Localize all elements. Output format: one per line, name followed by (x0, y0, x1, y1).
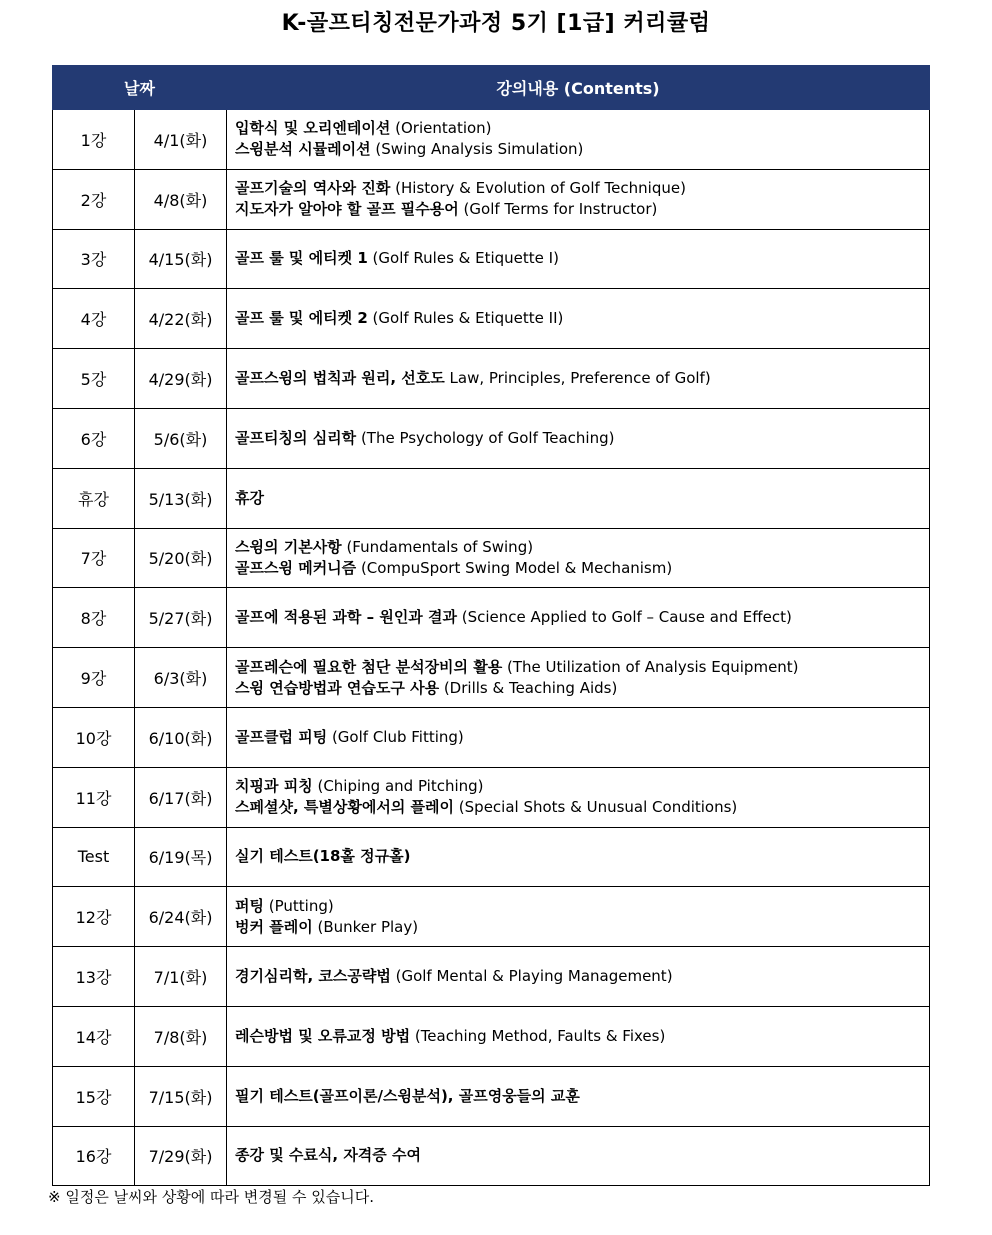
content-english: (History & Evolution of Golf Technique) (390, 179, 686, 198)
header-contents: 강의내용 (Contents) (227, 66, 930, 110)
schedule-note: ※ 일정은 날씨와 상황에 따라 변경될 수 있습니다. (48, 1188, 375, 1206)
content-korean: 골프레슨에 필요한 첨단 분석장비의 활용 (235, 657, 503, 676)
content-english: (Orientation) (390, 119, 492, 138)
table-header-row (53, 66, 930, 110)
content-korean: 필기 테스트(골프이론/스윙분석), 골프영웅들의 교훈 (235, 1086, 580, 1105)
lecture-date: 4/15(화) (135, 229, 227, 289)
lecture-number: 7강 (53, 528, 135, 588)
lecture-number: 2강 (53, 169, 135, 229)
lecture-content (227, 468, 930, 528)
content-korean: 지도자가 알아야 할 골프 필수용어 (235, 200, 459, 219)
table-row (53, 1006, 930, 1066)
content-line (235, 917, 921, 938)
table-row (53, 767, 930, 827)
content-line (235, 248, 921, 269)
content-english: (CompuSport Swing Model & Mechanism) (356, 558, 673, 577)
content-korean: 골프스윙의 법칙과 원리, 선호도 (235, 369, 445, 388)
content-english: (The Utilization of Analysis Equipment) (502, 657, 799, 676)
lecture-number: 1강 (53, 110, 135, 170)
lecture-date: 7/1(화) (135, 947, 227, 1007)
lecture-content (227, 289, 930, 349)
content-korean: 골프스윙 메커니즘 (235, 558, 357, 577)
table-row (53, 468, 930, 528)
lecture-number: 5강 (53, 349, 135, 409)
table-row (53, 588, 930, 648)
lecture-number: 6강 (53, 408, 135, 468)
content-korean: 골프 룰 및 에티켓 1 (235, 249, 368, 268)
table-row (53, 349, 930, 409)
content-line (235, 776, 921, 797)
lecture-date: 5/6(화) (135, 408, 227, 468)
content-line (235, 308, 921, 329)
content-line (235, 558, 921, 579)
lecture-date: 4/8(화) (135, 169, 227, 229)
content-line (235, 488, 921, 509)
table-row (53, 289, 930, 349)
lecture-date: 4/22(화) (135, 289, 227, 349)
content-english: (Special Shots & Unusual Conditions) (454, 798, 738, 817)
content-line (235, 657, 921, 678)
content-korean: 스윙 연습방법과 연습도구 사용 (235, 678, 440, 697)
lecture-content (227, 588, 930, 648)
table-row (53, 707, 930, 767)
table-row (53, 169, 930, 229)
lecture-date: 6/19(목) (135, 827, 227, 887)
lecture-content (227, 947, 930, 1007)
content-korean: 벙커 플레이 (235, 917, 313, 936)
lecture-date: 6/17(화) (135, 767, 227, 827)
content-line (235, 607, 921, 628)
lecture-date: 5/13(화) (135, 468, 227, 528)
lecture-date: 7/29(화) (135, 1126, 227, 1186)
content-line (235, 1086, 921, 1107)
table-row (53, 408, 930, 468)
content-english: (Bunker Play) (312, 917, 419, 936)
lecture-content (227, 887, 930, 947)
lecture-content (227, 648, 930, 708)
lecture-number: 4강 (53, 289, 135, 349)
lecture-content (227, 767, 930, 827)
table-row (53, 110, 930, 170)
lecture-number: Test (53, 827, 135, 887)
content-korean: 골프 룰 및 에티켓 2 (235, 309, 368, 328)
content-english: (Swing Analysis Simulation) (370, 140, 584, 159)
content-english: (Golf Mental & Playing Management) (390, 967, 673, 986)
content-english: (Teaching Method, Faults & Fixes) (410, 1026, 666, 1045)
content-english: (Golf Club Fitting) (327, 727, 464, 746)
lecture-number: 8강 (53, 588, 135, 648)
lecture-date: 6/24(화) (135, 887, 227, 947)
lecture-number: 12강 (53, 887, 135, 947)
content-line (235, 966, 921, 987)
lecture-date: 7/8(화) (135, 1006, 227, 1066)
content-english: (Golf Rules & Etiquette I) (367, 249, 559, 268)
content-english: (Fundamentals of Swing) (341, 537, 534, 556)
content-line (235, 178, 921, 199)
content-korean: 골프에 적용된 과학 – 원인과 결과 (235, 608, 457, 627)
content-korean: 휴강 (235, 488, 264, 507)
lecture-date: 5/27(화) (135, 588, 227, 648)
content-line (235, 368, 921, 389)
header-date: 날짜 (53, 66, 227, 110)
content-english: (Science Applied to Golf – Cause and Effect) (457, 608, 792, 627)
content-korean: 치핑과 피칭 (235, 777, 313, 796)
lecture-number: 16강 (53, 1126, 135, 1186)
lecture-date: 4/1(화) (135, 110, 227, 170)
table-row (53, 947, 930, 1007)
content-korean: 스윙분석 시뮬레이션 (235, 140, 371, 159)
lecture-content (227, 1066, 930, 1126)
table-row (53, 1066, 930, 1126)
lecture-content (227, 349, 930, 409)
table-row (53, 887, 930, 947)
content-korean: 종강 및 수료식, 자격증 수여 (235, 1146, 421, 1165)
content-english: (Golf Rules & Etiquette II) (367, 309, 564, 328)
lecture-number: 3강 (53, 229, 135, 289)
table-row (53, 1126, 930, 1186)
content-korean: 퍼팅 (235, 896, 264, 915)
content-line (235, 537, 921, 558)
content-english: (Drills & Teaching Aids) (439, 678, 618, 697)
content-line (235, 118, 921, 139)
content-line (235, 139, 921, 160)
content-line (235, 428, 921, 449)
content-line (235, 1026, 921, 1047)
lecture-content (227, 229, 930, 289)
lecture-number: 11강 (53, 767, 135, 827)
content-korean: 입학식 및 오리엔테이션 (235, 119, 391, 138)
content-english: (The Psychology of Golf Teaching) (356, 428, 615, 447)
lecture-date: 5/20(화) (135, 528, 227, 588)
lecture-content (227, 827, 930, 887)
content-english: (Golf Terms for Instructor) (458, 200, 658, 219)
lecture-number: 휴강 (53, 468, 135, 528)
content-korean: 골프티칭의 심리학 (235, 428, 357, 447)
lecture-content (227, 707, 930, 767)
lecture-date: 6/3(화) (135, 648, 227, 708)
lecture-number: 10강 (53, 707, 135, 767)
lecture-content (227, 169, 930, 229)
lecture-content (227, 1006, 930, 1066)
content-line (235, 678, 921, 699)
lecture-date: 7/15(화) (135, 1066, 227, 1126)
content-korean: 실기 테스트(18홀 정규홀) (235, 847, 411, 866)
lecture-content (227, 408, 930, 468)
page-title: K-골프티칭전문가과정 5기 [1급] 커리큘럼 (281, 11, 711, 36)
content-line (235, 199, 921, 220)
content-korean: 레슨방법 및 오류교정 방법 (235, 1026, 411, 1045)
content-english: Law, Principles, Preference of Golf) (444, 369, 711, 388)
content-line (235, 727, 921, 748)
content-korean: 경기심리학, 코스공략법 (235, 967, 391, 986)
lecture-date: 6/10(화) (135, 707, 227, 767)
lecture-number: 9강 (53, 648, 135, 708)
table-row (53, 229, 930, 289)
lecture-number: 15강 (53, 1066, 135, 1126)
table-body (53, 110, 930, 1186)
content-korean: 골프기술의 역사와 진화 (235, 179, 391, 198)
content-line (235, 797, 921, 818)
content-korean: 스윙의 기본사항 (235, 537, 342, 556)
table-row (53, 528, 930, 588)
table-row (53, 827, 930, 887)
content-english: (Putting) (264, 896, 334, 915)
content-english: (Chiping and Pitching) (312, 777, 484, 796)
content-line (235, 896, 921, 917)
content-line (235, 1145, 921, 1166)
lecture-content (227, 1126, 930, 1186)
content-line (235, 846, 921, 867)
lecture-date: 4/29(화) (135, 349, 227, 409)
content-korean: 골프클럽 피팅 (235, 727, 328, 746)
lecture-content (227, 528, 930, 588)
table-row (53, 648, 930, 708)
content-korean: 스페셜샷, 특별상황에서의 플레이 (235, 798, 455, 817)
lecture-number: 13강 (53, 947, 135, 1007)
curriculum-table (52, 65, 930, 1186)
lecture-number: 14강 (53, 1006, 135, 1066)
lecture-content (227, 110, 930, 170)
